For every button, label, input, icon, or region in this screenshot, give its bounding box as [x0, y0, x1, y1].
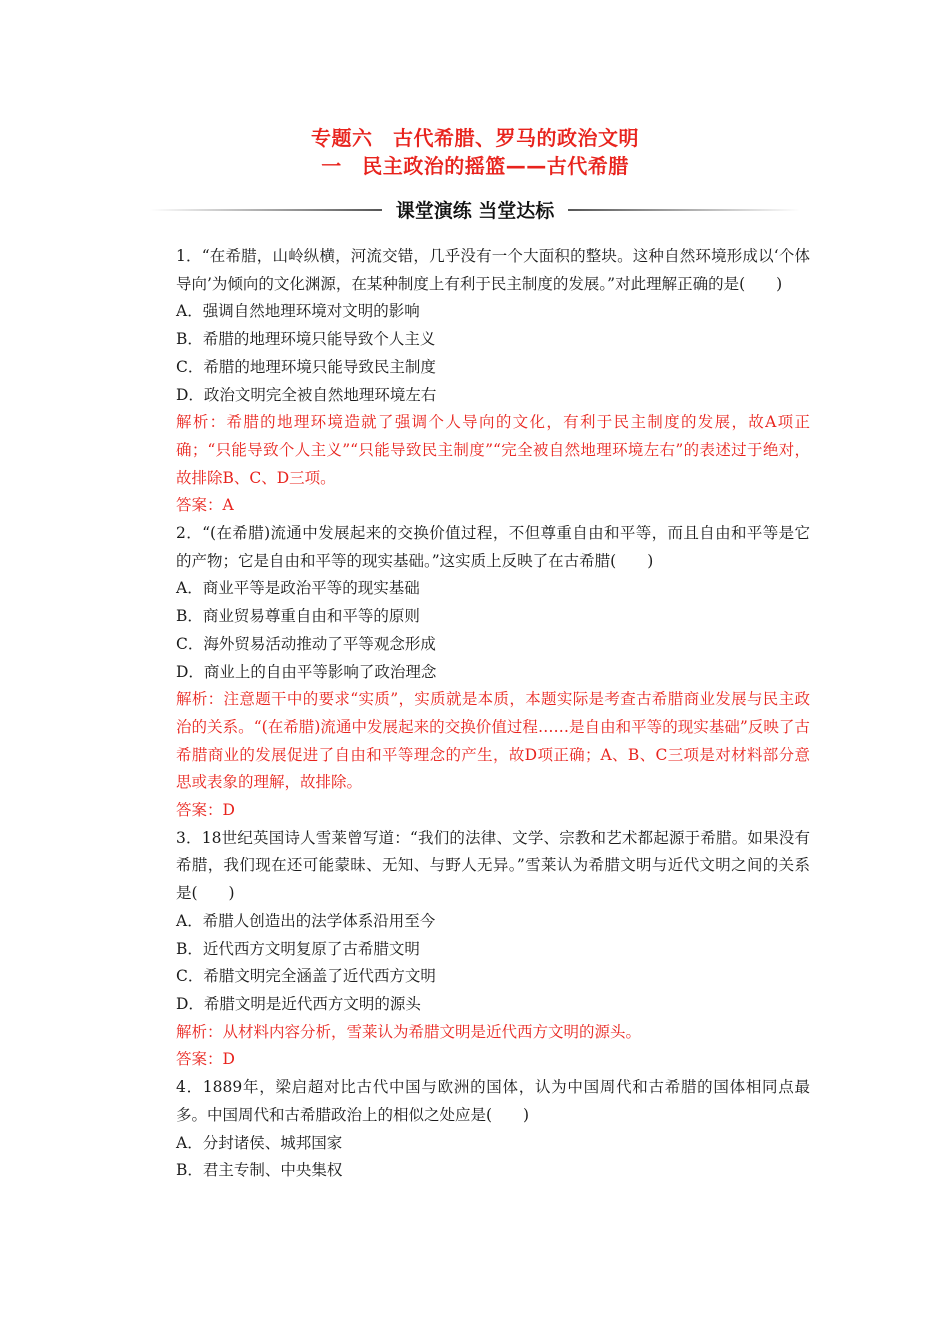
- option: A．希腊人创造出的法学体系沿用至今: [176, 911, 436, 930]
- analysis: 解析：从材料内容分析，雪莱认为希腊文明是近代西方文明的源头。: [176, 1022, 642, 1041]
- option: C．海外贸易活动推动了平等观念形成: [176, 634, 436, 653]
- question-stem: 1．“在希腊，山岭纵横，河流交错，几乎没有一个大面积的整块。这种自然环境形成以‘个体导向’为倾向的文化渊源，在某种制度上有利于民主制度的发展。”对此理解正确的是( ): [176, 247, 810, 293]
- section-label: 课堂演练 当堂达标: [395, 200, 555, 222]
- option: A．商业平等是政治平等的现实基础: [176, 579, 420, 598]
- analysis: 解析：希腊的地理环境造就了强调个人导向的文化，有利于民主制度的发展，故A项正确；“只能导致个人主义”“只能导致民主制度”“完全被自然地理环境左右”的表述过于绝对，故排除B、C、D三项。: [176, 413, 810, 487]
- option: A．强调自然地理环境对文明的影响: [176, 302, 420, 321]
- answer: 答案：D: [176, 801, 235, 820]
- answer: 答案：A: [176, 496, 234, 515]
- page-title: 专题六 古代希腊、罗马的政治文明: [311, 126, 639, 150]
- option: A．分封诸侯、城邦国家: [176, 1133, 343, 1152]
- divider-right: [568, 209, 800, 211]
- option: C．希腊文明完全涵盖了近代西方文明: [176, 967, 436, 986]
- question-stem: 2．“(在希腊)流通中发展起来的交换价值过程，不但尊重自由和平等，而且自由和平等是它的产物；它是自由和平等的现实基础。”这实质上反映了在古希腊( ): [176, 524, 810, 570]
- option: B．近代西方文明复原了古希腊文明: [176, 939, 420, 958]
- question-list: [145, 243, 810, 1185]
- question-stem: 4．1889年，梁启超对比古代中国与欧洲的国体，认为中国周代和古希腊的国体相同点最多。中国周代和古希腊政治上的相似之处应是( ): [176, 1078, 810, 1124]
- option: B．商业贸易尊重自由和平等的原则: [176, 607, 420, 626]
- option: D．希腊文明是近代西方文明的源头: [176, 994, 421, 1013]
- section-header: [150, 196, 800, 224]
- option: D．政治文明完全被自然地理环境左右: [176, 385, 437, 404]
- option: B．希腊的地理环境只能导致个人主义: [176, 330, 436, 349]
- answer: 答案：D: [176, 1050, 235, 1069]
- option: D．商业上的自由平等影响了政治理念: [176, 662, 437, 681]
- analysis: 解析：注意题干中的要求“实质”，实质就是本质，本题实际是考查古希腊商业发展与民主政治的关系。“(在希腊)流通中发展起来的交换价值过程……是自由和平等的现实基础”反映了古希腊商业的发展促进了自由和平等理念的产生，故D项正确；A、B、C三项是对材料部分意思或表象的理解，故排除。: [176, 690, 810, 792]
- option: C．希腊的地理环境只能导致民主制度: [176, 357, 436, 376]
- option: B．君主专制、中央集权: [176, 1161, 343, 1180]
- question-stem: 3．18世纪英国诗人雪莱曾写道：“我们的法律、文学、宗教和艺术都起源于希腊。如果没有希腊，我们现在还可能蒙昧、无知、与野人无异。”雪莱认为希腊文明与近代文明之间的关系是( ): [176, 828, 810, 903]
- page-subtitle: 一 民主政治的摇篮——古代希腊: [321, 154, 629, 178]
